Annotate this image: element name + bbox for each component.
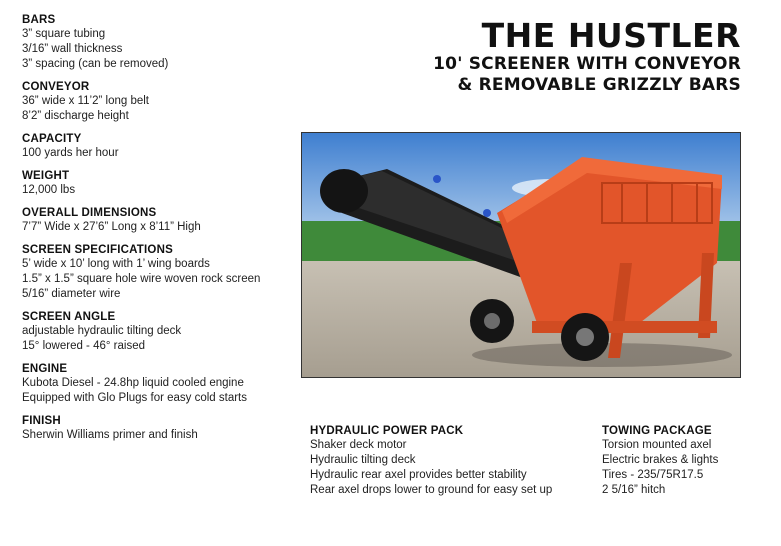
spec-hydraulic: [310, 425, 590, 498]
spec-line: 3” spacing (can be removed): [22, 58, 169, 70]
spec-dimensions: [22, 207, 302, 235]
rear-wheel-hub: [484, 313, 500, 329]
spec-bars: [22, 14, 302, 72]
title-block: [433, 18, 741, 96]
spec-line: Torsion mounted axel: [602, 439, 712, 451]
specs-left-column: [22, 14, 302, 452]
spec-line: Sherwin Williams primer and finish: [22, 429, 198, 441]
spec-line: 7’7” Wide x 27’6” Long x 8’11” High: [22, 221, 201, 233]
spec-line: Kubota Diesel - 24.8hp liquid cooled engine: [22, 377, 244, 389]
spec-heading: SCREEN ANGLE: [22, 311, 116, 323]
spec-heading: CAPACITY: [22, 133, 82, 145]
spec-line: 3” square tubing: [22, 28, 106, 40]
product-photo: [301, 132, 741, 378]
product-subtitle-line-1: 10' SCREENER WITH CONVEYOR: [433, 54, 741, 74]
spec-weight: [22, 170, 302, 198]
spec-line: Shaker deck motor: [310, 439, 407, 451]
spec-line: 3/16” wall thickness: [22, 43, 123, 55]
spec-line: 36” wide x 11’2” long belt: [22, 95, 149, 107]
screener-illustration: [302, 133, 740, 377]
spec-engine: [22, 363, 302, 406]
spec-heading: TOWING PACKAGE: [602, 425, 712, 437]
spec-conveyor: [22, 81, 302, 124]
spec-line: Hydraulic tilting deck: [310, 454, 416, 466]
spec-line: 100 yards her hour: [22, 147, 119, 159]
spec-towing: [602, 425, 772, 498]
spec-line: Tires - 235/75R17.5: [602, 469, 704, 481]
spec-heading: SCREEN SPECIFICATIONS: [22, 244, 173, 256]
spec-line: 1.5” x 1.5” square hole wire woven rock screen: [22, 273, 261, 285]
spec-line: 5/16” diameter wire: [22, 288, 121, 300]
spec-heading: FINISH: [22, 415, 61, 427]
spec-heading: HYDRAULIC POWER PACK: [310, 425, 464, 437]
spec-line: Hydraulic rear axel provides better stability: [310, 469, 527, 481]
spec-line: Rear axel drops lower to ground for easy set up: [310, 484, 553, 496]
spec-line: 8’2” discharge height: [22, 110, 129, 122]
product-subtitle-line-2: & REMOVABLE GRIZZLY BARS: [457, 75, 741, 95]
front-wheel-hub: [576, 328, 594, 346]
hydraulic-fitting: [483, 209, 491, 217]
spec-finish: [22, 415, 302, 443]
spec-capacity: [22, 133, 302, 161]
spec-line: Electric brakes & lights: [602, 454, 719, 466]
spec-heading: BARS: [22, 14, 56, 26]
spec-angle: [22, 311, 302, 354]
spec-line: 5’ wide x 10’ long with 1’ wing boards: [22, 258, 210, 270]
spec-heading: OVERALL DIMENSIONS: [22, 207, 157, 219]
spec-screen: [22, 244, 302, 302]
spec-line: 15° lowered - 46° raised: [22, 340, 145, 352]
spec-heading: CONVEYOR: [22, 81, 90, 93]
spec-line: adjustable hydraulic tilting deck: [22, 325, 182, 337]
spec-line: Equipped with Glo Plugs for easy cold starts: [22, 392, 248, 404]
spec-heading: ENGINE: [22, 363, 68, 375]
spec-line: 12,000 lbs: [22, 184, 76, 196]
frame-base: [532, 321, 717, 333]
product-title: THE HUSTLER: [481, 16, 741, 55]
conveyor-head-drum: [320, 169, 368, 213]
spec-heading: WEIGHT: [22, 170, 70, 182]
spec-line: 2 5/16” hitch: [602, 484, 666, 496]
hydraulic-fitting: [433, 175, 441, 183]
